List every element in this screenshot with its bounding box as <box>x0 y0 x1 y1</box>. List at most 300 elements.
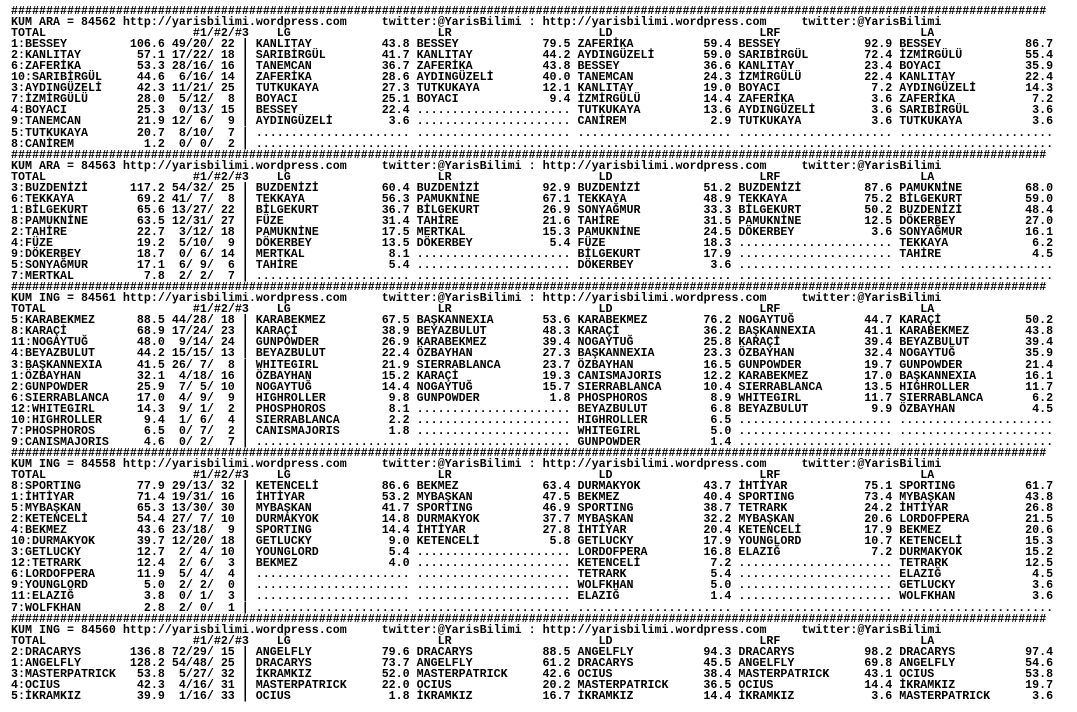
cell-name-lr: KARABEKMEZ <box>416 335 487 350</box>
cell-name-lrf: NOGAYTUĞ <box>738 313 795 328</box>
pick-2: 18 / <box>193 371 214 382</box>
cell-value-la: 14.3 <box>1025 81 1054 96</box>
cell-value-ld: 59.4 <box>703 37 732 52</box>
table-row <box>11 688 1074 703</box>
cell-value-lg: 36.7 <box>381 202 410 217</box>
pick-3: 9 <box>227 114 235 129</box>
cell-name-ld: LORDOFPERA <box>577 545 648 560</box>
cell-value-lr: 43.8 <box>542 59 571 74</box>
cell-value-lrf: 12.5 <box>864 213 893 228</box>
cell-name-ld: WHITEGIRL <box>577 423 641 438</box>
block-title: KUM ING = 84560 <box>11 622 116 637</box>
total-name: 4:BEYAZBULUT <box>11 346 95 361</box>
cell-value-lrf: 20.6 <box>864 512 893 527</box>
column-header-lg: LG <box>276 467 291 482</box>
cell-value-lg: 52.0 <box>381 666 410 681</box>
cell-value-lr: 1.8 <box>549 390 571 405</box>
total-name: 12:WHITEGIRL <box>11 401 95 416</box>
column-header-lr: LR <box>437 467 452 482</box>
pick-1: 54 / <box>165 658 193 669</box>
cell-value-la: 20.6 <box>1025 523 1054 538</box>
cell-value-lr: 42.6 <box>542 666 571 681</box>
cell-value-la: 11.7 <box>1025 379 1054 394</box>
total-score: 28.0 <box>136 92 165 107</box>
cell-value-lg: 3.6 <box>388 114 410 129</box>
total-header: TOTAL <box>11 633 46 648</box>
cell-name-lg: BESSEY <box>255 103 298 118</box>
pick-3: 18 <box>220 48 235 63</box>
cell-name-lr: BAŞKANNEXIA <box>416 313 494 328</box>
pick-1: 28 / <box>165 61 193 72</box>
pick-1: 13 / <box>165 205 193 216</box>
column-header-lr: LR <box>437 302 452 317</box>
cell-name-lrf: TUTKUKAYA <box>738 114 802 129</box>
pick-3: 2 <box>227 136 235 151</box>
cell-name-la: BEYAZBULUT <box>899 335 970 350</box>
cell-name-lr: ANGELFLY <box>416 655 473 670</box>
cell-value-lg: 15.2 <box>381 368 410 383</box>
cell-value-la: 39.4 <box>1025 335 1054 350</box>
total-score: 65.3 <box>136 501 165 516</box>
empty-cell-lr: ...................... <box>416 578 571 593</box>
cell-value-lg: 25.1 <box>381 92 410 107</box>
cell-value-lg: 1.8 <box>388 423 410 438</box>
pick-2: 14 / <box>193 337 214 348</box>
cell-value-lg: 14.4 <box>381 379 410 394</box>
cell-value-lg: 28.6 <box>381 70 410 85</box>
column-header-la: LA <box>920 169 935 184</box>
results-sheet <box>11 6 1074 702</box>
total-score: 22.7 <box>136 224 165 239</box>
cell-name-lrf: İKRAMKIZ <box>738 688 795 703</box>
cell-value-ld: 59.0 <box>703 48 732 63</box>
cell-value-lg: 22.4 <box>381 103 410 118</box>
total-score: 77.9 <box>136 479 165 494</box>
empty-cell-lrf: ...................... <box>738 136 893 151</box>
cell-name-la: DURMAKYOK <box>899 545 963 560</box>
cell-value-lg: 14.4 <box>381 523 410 538</box>
pick-3: 18 <box>220 224 235 239</box>
total-score: 42.3 <box>136 81 165 96</box>
cell-value-lr: 26.9 <box>542 202 571 217</box>
total-score: 48.0 <box>136 335 165 350</box>
pick-1: 19 / <box>165 492 193 503</box>
pick-2: 0 / <box>193 603 214 614</box>
total-name: 2:KETENCELİ <box>11 512 88 527</box>
cell-value-lg: 38.9 <box>381 324 410 339</box>
block-title-line <box>11 622 1074 637</box>
pick-1: 26 / <box>165 360 193 371</box>
cell-name-ld: ANGELFLY <box>577 644 634 659</box>
cell-value-lr: 67.1 <box>542 191 571 206</box>
cell-value-lg: 17.5 <box>381 224 410 239</box>
cell-value-lr: 15.7 <box>542 379 571 394</box>
cell-value-lrf: 73.4 <box>864 490 893 505</box>
pick-3: 16 <box>220 59 235 74</box>
cell-name-ld: BESSEY <box>577 59 620 74</box>
cell-value-lg: 21.9 <box>381 357 410 372</box>
total-name: 5:KARABEKMEZ <box>11 313 95 328</box>
pick-3: 15 <box>220 103 235 118</box>
pick-2: 10 / <box>193 128 214 139</box>
pick-3: 23 <box>220 324 235 339</box>
cell-value-lr: 15.3 <box>542 224 571 239</box>
empty-cell-lr: ...................... <box>416 103 571 118</box>
cell-name-ld: FÜZE <box>577 235 606 250</box>
cell-value-lr: 88.5 <box>542 644 571 659</box>
colon-separator: : <box>528 158 536 173</box>
total-score: 69.2 <box>136 191 165 206</box>
cell-name-ld: KANLITAY <box>577 81 634 96</box>
pick-3: 3 <box>227 556 235 571</box>
pick-2: 2 / <box>193 437 214 448</box>
cell-name-la: MASTERPATRICK <box>899 688 991 703</box>
pick-1: 9 / <box>165 337 193 348</box>
site-url: http://yarisbilimi.wordpress.com <box>122 622 347 637</box>
cell-value-lrf: 98.2 <box>864 644 893 659</box>
total-name: 11:ELAZIĞ <box>11 589 74 604</box>
pick-3: 25 <box>220 180 235 195</box>
pick-2: 32 / <box>193 183 214 194</box>
cell-name-lrf: BOYACI <box>738 81 781 96</box>
cell-name-la: SIERRABLANCA <box>899 390 984 405</box>
cell-name-la: PAMUKNİNE <box>899 180 963 195</box>
cell-value-lr: 19.3 <box>542 368 571 383</box>
cell-name-ld: İHTİYAR <box>577 523 627 538</box>
cell-name-la: BİLGEKURT <box>899 191 963 206</box>
column-header-lr: LR <box>437 633 452 648</box>
cell-value-lg: 8.1 <box>388 247 410 262</box>
cell-name-lr: BİLGEKURT <box>416 202 480 217</box>
cell-value-lrf: 23.4 <box>864 59 893 74</box>
cell-name-ld: DURMAKYOK <box>577 479 641 494</box>
pick-1: 1 / <box>165 415 193 426</box>
cell-name-lrf: PAMUKNİNE <box>738 213 802 228</box>
total-name: 7:MERTKAL <box>11 269 74 284</box>
cell-name-lr: MERTKAL <box>416 224 466 239</box>
cell-value-la: 55.4 <box>1025 48 1054 63</box>
site-url: http://yarisbilimi.wordpress.com <box>122 15 347 30</box>
pick-1: 0 / <box>165 249 193 260</box>
cell-name-la: ANGELFLY <box>899 655 956 670</box>
cell-name-ld: DRACARYS <box>577 655 634 670</box>
pick-3: 6 <box>227 258 235 273</box>
cell-value-lrf: 17.0 <box>864 368 893 383</box>
colon-separator: : <box>528 622 536 637</box>
cell-name-la: BEKMEZ <box>899 523 942 538</box>
total-score: 63.5 <box>136 213 165 228</box>
pick-2: 1 / <box>193 591 214 602</box>
cell-name-ld: NOGAYTUĞ <box>577 335 634 350</box>
pick-2: 21 / <box>193 83 214 94</box>
total-score: 6.5 <box>143 423 165 438</box>
total-score: 88.5 <box>136 313 165 328</box>
pick-1: 27 / <box>165 514 193 525</box>
pick-2: 22 / <box>193 50 214 61</box>
cell-value-la: 35.9 <box>1025 346 1054 361</box>
cell-name-lg: GETLUCKY <box>255 534 312 549</box>
cell-name-lg: TANEMCAN <box>255 59 312 74</box>
cell-value-ld: 23.3 <box>703 346 732 361</box>
cell-name-lr: ÖZBAYHAN <box>416 346 473 361</box>
total-name: 10:DURMAKYOK <box>11 534 95 549</box>
cell-name-ld: MASTERPATRICK <box>577 677 669 692</box>
total-name: 9:TANEMCAN <box>11 114 81 129</box>
total-name: 8:KARAÇİ <box>11 324 67 339</box>
total-score: 106.6 <box>129 37 165 52</box>
pick-3: 13 <box>220 346 235 361</box>
cell-name-la: LORDOFPERA <box>899 512 970 527</box>
cell-value-la: 16.1 <box>1025 368 1054 383</box>
empty-cell-lr: ...................... <box>416 258 571 273</box>
column-header-lg: LG <box>276 302 291 317</box>
cell-name-lr: TAHİRE <box>416 213 459 228</box>
twitter-handle: twitter:@YarisBilimi <box>801 456 942 471</box>
cell-value-ld: 6.8 <box>710 401 732 416</box>
pick-1: 41 / <box>165 194 193 205</box>
cell-value-lr: 23.7 <box>542 357 571 372</box>
pick-1: 2 / <box>165 603 193 614</box>
pick-3: 25 <box>220 655 235 670</box>
cell-name-la: KARAÇİ <box>899 313 942 328</box>
total-name: 3:BUZDENİZİ <box>11 180 88 195</box>
empty-cell-lr: ...................... <box>416 114 571 129</box>
cell-value-lr: 47.5 <box>542 490 571 505</box>
cell-value-lg: 22.4 <box>381 346 410 361</box>
cell-name-lrf: KETENCELİ <box>738 523 802 538</box>
cell-value-lr: 5.4 <box>549 235 571 250</box>
cell-value-lg: 43.8 <box>381 37 410 52</box>
total-name: 2:GUNPOWDER <box>11 379 88 394</box>
cell-value-lrf: 3.6 <box>871 224 893 239</box>
cell-name-lrf: DÖKERBEY <box>738 224 795 239</box>
cell-name-lg: KETENCELİ <box>255 479 319 494</box>
pick-1: 23 / <box>165 525 193 536</box>
pick-3: 18 <box>220 534 235 549</box>
cell-name-lrf: KANLITAY <box>738 59 795 74</box>
cell-name-lg: KARABEKMEZ <box>255 313 326 328</box>
cell-value-lg: 41.7 <box>381 48 410 63</box>
empty-cell-ld: ...................... <box>577 136 732 151</box>
total-score: 43.6 <box>136 523 165 538</box>
cell-value-lr: 63.4 <box>542 479 571 494</box>
cell-name-ld: TEKKAYA <box>577 191 627 206</box>
cell-value-ld: 1.4 <box>710 589 732 604</box>
total-name: 1:ÖZBAYHAN <box>11 368 81 383</box>
cell-value-lg: 60.4 <box>381 180 410 195</box>
total-score: 9.4 <box>143 412 165 427</box>
cell-name-lg: İHTİYAR <box>255 490 305 505</box>
total-name: 2:TAHİRE <box>11 224 67 239</box>
cell-name-lr: İHTİYAR <box>416 523 466 538</box>
pick-1: 3 / <box>165 227 193 238</box>
twitter-handle: twitter:@YarisBilimi <box>381 622 522 637</box>
pick-3: 31 <box>220 677 235 692</box>
hash-divider: #################################################################################################################################################### <box>11 445 1047 460</box>
total-name: 7:WOLFKHAN <box>11 600 81 615</box>
cell-name-lg: MYBAŞKAN <box>255 501 312 516</box>
cell-name-la: DÖKERBEY <box>899 213 956 228</box>
cell-name-ld: TANEMCAN <box>577 70 634 85</box>
total-name: 1:BİLGEKURT <box>11 202 88 217</box>
column-header-ld: LD <box>598 302 613 317</box>
pick-1: 5 / <box>165 94 193 105</box>
total-score: 39.7 <box>136 534 165 549</box>
empty-cell-ld: ...................... <box>577 125 732 140</box>
total-name: 6:SIERRABLANCA <box>11 390 109 405</box>
site-url: http://yarisbilimi.wordpress.com <box>122 456 347 471</box>
pick-1: 72 / <box>165 647 193 658</box>
block-title: KUM ARA = 84563 <box>11 158 116 173</box>
cell-value-lr: 40.0 <box>542 70 571 85</box>
total-name: 3:BAŞKANNEXIA <box>11 357 102 372</box>
empty-cell-lr: ...................... <box>416 589 571 604</box>
site-url: http://yarisbilimi.wordpress.com <box>542 15 767 30</box>
pick-2: 24 / <box>193 326 214 337</box>
cell-value-lrf: 11.7 <box>864 390 893 405</box>
cell-name-lr: KETENCELİ <box>416 534 480 549</box>
cell-name-lrf: SPORTING <box>738 490 795 505</box>
empty-cell-la: ...................... <box>899 125 1054 140</box>
total-name: 6:LORDOFPERA <box>11 567 95 582</box>
cell-name-lg: HIGHROLLER <box>255 390 326 405</box>
cell-value-ld: 31.5 <box>703 213 732 228</box>
cell-name-ld: GETLUCKY <box>577 534 634 549</box>
total-name: 1:BESSEY <box>11 37 67 52</box>
empty-cell-lrf: ...................... <box>738 600 893 615</box>
cell-name-ld: PAMUKNİNE <box>577 224 641 239</box>
hash-divider: #################################################################################################################################################### <box>11 611 1047 626</box>
pick-3: 15 <box>220 644 235 659</box>
cell-name-la: BUZDENİZİ <box>899 202 963 217</box>
total-score: 128.2 <box>129 655 165 670</box>
cell-value-lg: 36.7 <box>381 59 410 74</box>
cell-name-ld: BAŞKANNEXIA <box>577 346 655 361</box>
cell-name-lrf: TEKKAYA <box>738 191 788 206</box>
cell-name-ld: SPORTING <box>577 501 634 516</box>
pick-3: 14 <box>220 247 235 262</box>
cell-name-lr: BEKMEZ <box>416 479 459 494</box>
pick-3: 33 <box>220 688 235 703</box>
split-header: #1/#2/#3 <box>192 633 249 648</box>
cell-value-ld: 36.5 <box>703 677 732 692</box>
split-header: #1/#2/#3 <box>192 467 249 482</box>
cell-value-la: 6.2 <box>1032 235 1054 250</box>
cell-name-lg: GUNPOWDER <box>255 335 319 350</box>
empty-cell-lrf: ...................... <box>738 556 893 571</box>
column-header-lg: LG <box>276 169 291 184</box>
cell-name-lg: BİLGEKURT <box>255 202 319 217</box>
cell-value-lg: 9.0 <box>388 534 410 549</box>
empty-cell-la: ...................... <box>899 269 1054 284</box>
pick-2: 29 / <box>193 647 214 658</box>
cell-value-ld: 5.0 <box>710 578 732 593</box>
total-score: 18.7 <box>136 247 165 262</box>
cell-value-lrf: 3.6 <box>871 114 893 129</box>
cell-value-ld: 33.3 <box>703 202 732 217</box>
cell-name-lr: OCIUS <box>416 677 452 692</box>
column-header-lg: LG <box>276 26 291 41</box>
cell-name-lg: BOYACI <box>255 92 298 107</box>
cell-name-lrf: ÖZBAYHAN <box>738 346 795 361</box>
column-header-ld: LD <box>598 633 613 648</box>
cell-value-la: 16.1 <box>1025 224 1054 239</box>
pick-2: 16 / <box>193 61 214 72</box>
cell-value-lg: 27.3 <box>381 81 410 96</box>
split-header: #1/#2/#3 <box>192 26 249 41</box>
cell-name-la: SARIBİRGÜL <box>899 103 970 118</box>
total-score: 11.9 <box>136 567 165 582</box>
pick-3: 4 <box>227 412 235 427</box>
column-header-la: LA <box>920 26 935 41</box>
cell-value-ld: 17.9 <box>703 534 732 549</box>
total-score: 136.8 <box>129 644 165 659</box>
pick-1: 12 / <box>165 536 193 547</box>
cell-name-lrf: BAŞKANNEXIA <box>738 324 816 339</box>
pick-2: 5 / <box>193 382 214 393</box>
cell-value-lrf: 75.2 <box>864 191 893 206</box>
cell-name-lrf: DRACARYS <box>738 644 795 659</box>
pick-1: 4 / <box>165 393 193 404</box>
pick-1: 0 / <box>165 105 193 116</box>
cell-name-lrf: BESSEY <box>738 37 781 52</box>
cell-name-ld: HIGHROLLER <box>577 412 648 427</box>
pick-2: 7 / <box>193 360 214 371</box>
total-name: 5:İKRAMKIZ <box>11 688 81 703</box>
cell-value-lr: 5.8 <box>549 534 571 549</box>
cell-name-lrf: BUZDENİZİ <box>738 180 802 195</box>
cell-value-lg: 8.1 <box>388 401 410 416</box>
cell-name-lrf: KARAÇİ <box>738 335 781 350</box>
pick-1: 4 / <box>165 680 193 691</box>
cell-value-lg: 26.9 <box>381 335 410 350</box>
cell-value-lr: 39.4 <box>542 335 571 350</box>
total-name: 7:İZMİRGÜLÜ <box>11 92 88 107</box>
cell-value-lr: 79.5 <box>542 37 571 52</box>
empty-cell-lrf: ...................... <box>738 258 893 273</box>
cell-value-lrf: 3.6 <box>871 103 893 118</box>
cell-name-lr: KANLITAY <box>416 48 473 63</box>
cell-name-lrf: MYBAŞKAN <box>738 512 795 527</box>
cell-name-la: TAHİRE <box>899 247 942 262</box>
total-name: 1:ANGELFLY <box>11 655 81 670</box>
empty-cell-lrf: ...................... <box>738 423 893 438</box>
pick-2: 30 / <box>193 503 214 514</box>
cell-value-ld: 38.7 <box>703 501 732 516</box>
empty-cell-lrf: ...................... <box>738 269 893 284</box>
cell-value-ld: 1.4 <box>710 434 732 449</box>
pick-3: 8 <box>227 357 235 372</box>
twitter-handle: twitter:@YarisBilimi <box>381 291 522 306</box>
cell-name-lg: SIERRABLANCA <box>255 412 340 427</box>
cell-name-lg: TEKKAYA <box>255 191 305 206</box>
cell-name-la: ELAZIĞ <box>899 567 942 582</box>
pick-1: 2 / <box>165 580 193 591</box>
cell-value-la: 3.6 <box>1032 688 1054 703</box>
empty-cell-lrf: ...................... <box>738 412 893 427</box>
pick-1: 9 / <box>165 404 193 415</box>
cell-value-lrf: 9.9 <box>871 401 893 416</box>
cell-value-ld: 20.4 <box>703 523 732 538</box>
cell-value-ld: 76.2 <box>703 313 732 328</box>
cell-value-la: 3.6 <box>1032 589 1054 604</box>
pick-3: 7 <box>227 125 235 140</box>
total-score: 54.4 <box>136 512 165 527</box>
pick-3: 16 <box>220 368 235 383</box>
empty-cell-lr: ...................... <box>416 434 571 449</box>
cell-value-lr: 9.4 <box>549 92 571 107</box>
cell-value-ld: 3.6 <box>710 258 732 273</box>
